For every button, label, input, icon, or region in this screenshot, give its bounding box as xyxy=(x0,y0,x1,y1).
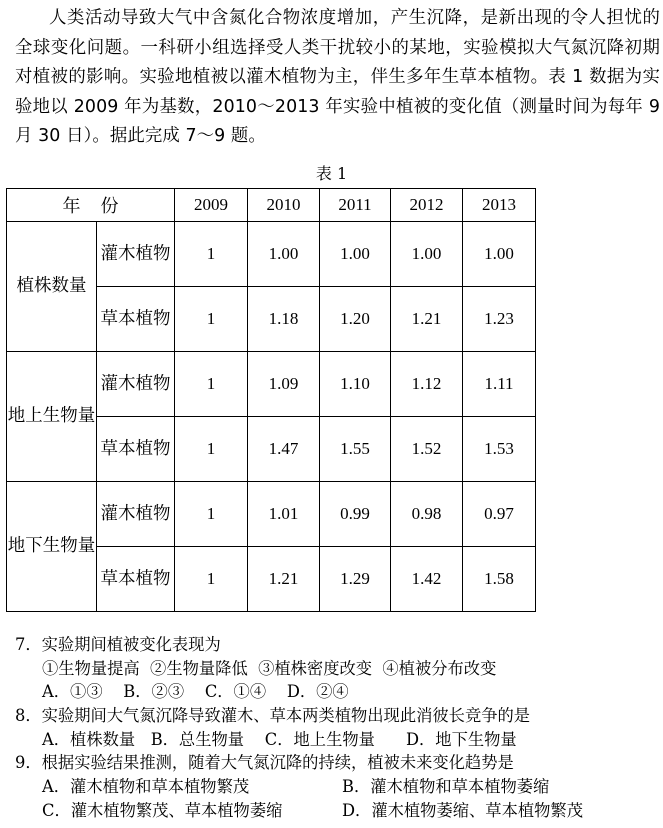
intro-paragraph: 人类活动导致大气中含氮化合物浓度增加，产生沉降，是新出现的令人担忧的全球变化问题。一科研小组选择受人类干扰较小的某地，实验模拟大气氮沉降初期对植被的影响。实验地植被以灌木植物为主，伴生多年生草本植物。表 1 数据为实验地以 2009 年为基数，2010～2013 年实验中植被的变化值（测量时间为每年 9 月 30 日）。据此完成 7～9 题。 xyxy=(15,8,660,146)
value-cell: 1.00 xyxy=(320,222,391,287)
value-cell: 1.42 xyxy=(391,547,463,612)
value-cell: 1.21 xyxy=(248,547,320,612)
question-9-options-row-1 xyxy=(15,775,660,799)
value-cell: 1.52 xyxy=(391,417,463,482)
value-cell: 1 xyxy=(175,482,248,547)
value-cell: 1.09 xyxy=(248,352,320,417)
plant-type-label: 灌木植物 xyxy=(97,222,175,287)
question-8-stem: 8．实验期间大气氮沉降导致灌木、草本两类植物出现此消彼长竞争的是 xyxy=(15,706,531,726)
value-cell: 1.58 xyxy=(463,547,536,612)
table-caption: 表 1 xyxy=(315,164,348,183)
value-cell: 1.21 xyxy=(391,287,463,352)
plant-type-label: 草本植物 xyxy=(97,417,175,482)
value-cell: 1 xyxy=(175,352,248,417)
question-9-option-a: A．灌木植物和草本植物繁茂 xyxy=(42,777,250,797)
year-header-cell: 2012 xyxy=(391,189,463,222)
question-9-stem: 9．根据实验结果推测，随着大气氮沉降的持续，植被未来变化趋势是 xyxy=(15,753,514,773)
value-cell: 1.12 xyxy=(391,352,463,417)
plant-type-label: 草本植物 xyxy=(97,287,175,352)
value-cell: 1.53 xyxy=(463,417,536,482)
question-7-statements: ①生物量提高 ②生物量降低 ③植株密度改变 ④植被分布改变 xyxy=(42,658,497,678)
data-table xyxy=(6,188,536,612)
question-9-options-row-2 xyxy=(15,799,660,823)
question-9-option-d: D．灌木植物萎缩、草本植物繁茂 xyxy=(342,800,583,820)
question-7-stem: 7．实验期间植被变化表现为 xyxy=(15,635,221,654)
value-cell: 1.00 xyxy=(248,222,320,287)
year-header-cell: 2010 xyxy=(248,189,320,222)
value-cell: 1 xyxy=(175,222,248,287)
plant-type-label: 草本植物 xyxy=(97,547,175,612)
plant-type-label: 灌木植物 xyxy=(97,352,175,417)
value-cell: 0.97 xyxy=(463,482,536,547)
value-cell: 1.23 xyxy=(463,287,536,352)
value-cell: 1.00 xyxy=(463,222,536,287)
group-label: 植株数量 xyxy=(7,222,97,352)
table-row xyxy=(7,222,536,287)
value-cell: 1.18 xyxy=(248,287,320,352)
value-cell: 1.29 xyxy=(320,547,391,612)
value-cell: 1.20 xyxy=(320,287,391,352)
group-label: 地上生物量 xyxy=(7,352,97,482)
year-header-cell: 2009 xyxy=(175,189,248,222)
year-header-cell: 2013 xyxy=(463,189,536,222)
year-header-cell: 2011 xyxy=(320,189,391,222)
value-cell: 0.98 xyxy=(391,482,463,547)
table-row xyxy=(7,482,536,547)
question-8-options: A．植株数量 B．总生物量 C．地上生物量 D．地下生物量 xyxy=(42,729,517,749)
plant-type-label: 灌木植物 xyxy=(97,482,175,547)
question-9-option-b: B．灌木植物和草本植物萎缩 xyxy=(342,777,550,797)
year-header: 年份 xyxy=(7,189,175,222)
value-cell: 1.11 xyxy=(463,352,536,417)
table-row xyxy=(7,352,536,417)
value-cell: 1.00 xyxy=(391,222,463,287)
value-cell: 1.10 xyxy=(320,352,391,417)
value-cell: 1.01 xyxy=(248,482,320,547)
value-cell: 1 xyxy=(175,547,248,612)
value-cell: 1 xyxy=(175,287,248,352)
group-label: 地下生物量 xyxy=(7,482,97,612)
value-cell: 0.99 xyxy=(320,482,391,547)
value-cell: 1.55 xyxy=(320,417,391,482)
question-7-options: A．①③ B．②③ C．①④ D．②④ xyxy=(42,682,349,702)
table-header-row xyxy=(7,189,536,222)
questions-block xyxy=(15,633,660,823)
value-cell: 1.47 xyxy=(248,417,320,482)
value-cell: 1 xyxy=(175,417,248,482)
question-9-option-c: C．灌木植物繁茂、草本植物萎缩 xyxy=(42,800,283,820)
